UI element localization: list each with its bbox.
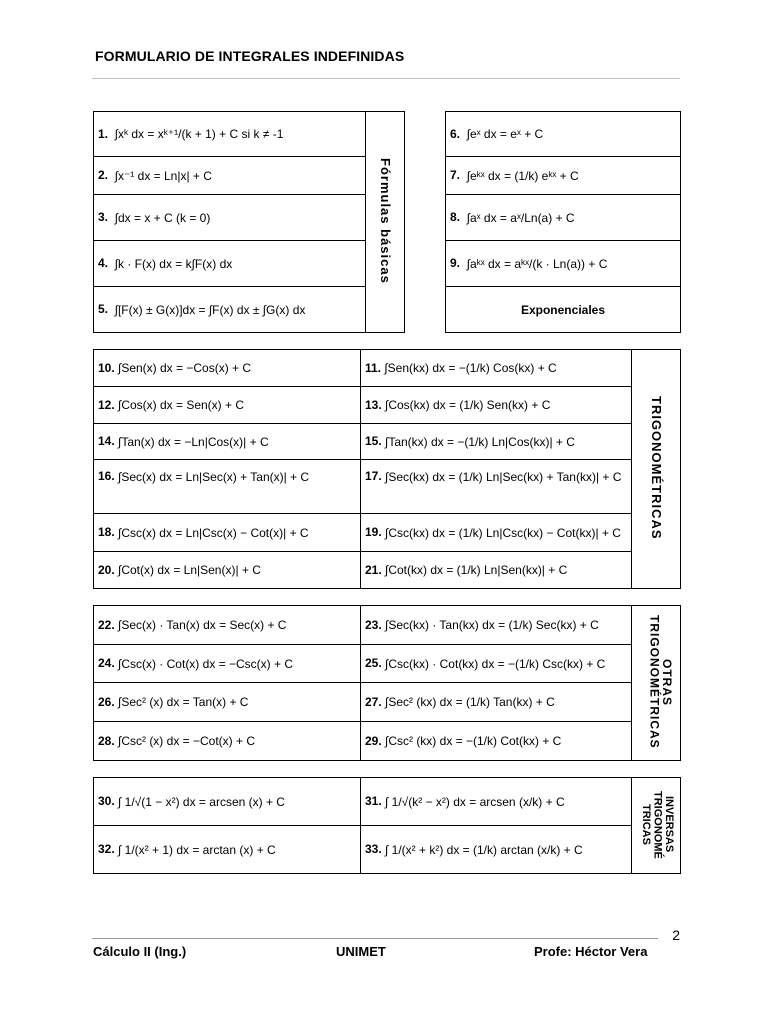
formula-cell: 25. ∫Csc(kx) · Cot(kx) dx = −(1/k) Csc(kx) + C bbox=[361, 645, 632, 683]
formula-row: 7. ∫eᵏˣ dx = (1/k) eᵏˣ + C bbox=[446, 157, 681, 195]
formula-cell: 21. ∫Cot(kx) dx = (1/k) Ln|Sen(kx)| + C bbox=[361, 552, 632, 589]
formula-cell: 23. ∫Sec(kx) · Tan(kx) dx = (1/k) Sec(kx) + C bbox=[361, 606, 632, 645]
formula-cell: 30. ∫ 1/√(1 − x²) dx = arcsen (x) + C bbox=[94, 778, 361, 826]
inverse-trig-section-label: INVERSAS TRIGONOMÉ TRICAS bbox=[632, 778, 681, 874]
other-trig-table bbox=[93, 605, 681, 761]
footer-divider bbox=[92, 938, 658, 939]
formula-cell: 31. ∫ 1/√(k² − x²) dx = arcsen (x/k) + C bbox=[361, 778, 632, 826]
formula-row: 9. ∫aᵏˣ dx = aᵏˣ/(k · Ln(a)) + C bbox=[446, 241, 681, 287]
formula-row: 4. ∫k · F(x) dx = k∫F(x) dx bbox=[94, 241, 366, 287]
formula-cell: 32. ∫ 1/(x² + 1) dx = arctan (x) + C bbox=[94, 826, 361, 874]
footer-professor: Profe: Héctor Vera bbox=[534, 944, 648, 959]
formula-cell: 15. ∫Tan(kx) dx = −(1/k) Ln|Cos(kx)| + C bbox=[361, 424, 632, 460]
formula-cell: 18. ∫Csc(x) dx = Ln|Csc(x) − Cot(x)| + C bbox=[94, 514, 361, 552]
trig-table bbox=[93, 349, 681, 589]
trig-section-label: TRIGONOMÉTRICAS bbox=[632, 350, 681, 589]
formula-row: 3. ∫dx = x + C (k = 0) bbox=[94, 195, 366, 241]
basic-formulas-table bbox=[93, 111, 405, 333]
formula-row: 1. ∫xᵏ dx = xᵏ⁺¹/(k + 1) + C si k ≠ -1 bbox=[94, 112, 366, 157]
other-trig-section-label: OTRAS TRIGONOMÉTRICAS bbox=[632, 606, 681, 761]
formula-cell: 27. ∫Sec² (kx) dx = (1/k) Tan(kx) + C bbox=[361, 683, 632, 722]
footer-course: Cálculo II (Ing.) bbox=[93, 944, 187, 959]
formula-cell: 10. ∫Sen(x) dx = −Cos(x) + C bbox=[94, 350, 361, 387]
formula-cell: 17. ∫Sec(kx) dx = (1/k) Ln|Sec(kx) + Tan(kx)| + C bbox=[361, 460, 632, 514]
formula-cell: 11. ∫Sen(kx) dx = −(1/k) Cos(kx) + C bbox=[361, 350, 632, 387]
formula-row: 8. ∫aˣ dx = aˣ/Ln(a) + C bbox=[446, 195, 681, 241]
formula-cell: 26. ∫Sec² (x) dx = Tan(x) + C bbox=[94, 683, 361, 722]
formula-cell: 20. ∫Cot(x) dx = Ln|Sen(x)| + C bbox=[94, 552, 361, 589]
basic-section-label: Fórmulas básicas bbox=[366, 112, 405, 333]
page-title: FORMULARIO DE INTEGRALES INDEFINIDAS bbox=[95, 48, 405, 64]
formula-cell: 19. ∫Csc(kx) dx = (1/k) Ln|Csc(kx) − Cot(kx)| + C bbox=[361, 514, 632, 552]
formula-cell: 22. ∫Sec(x) · Tan(x) dx = Sec(x) + C bbox=[94, 606, 361, 645]
formula-cell: 14. ∫Tan(x) dx = −Ln|Cos(x)| + C bbox=[94, 424, 361, 460]
page-number: 2 bbox=[672, 927, 680, 943]
formula-row: 2. ∫x⁻¹ dx = Ln|x| + C bbox=[94, 157, 366, 195]
inverse-trig-table bbox=[93, 777, 681, 874]
formula-cell: 16. ∫Sec(x) dx = Ln|Sec(x) + Tan(x)| + C bbox=[94, 460, 361, 514]
formula-cell: 33. ∫ 1/(x² + k²) dx = (1/k) arctan (x/k) + C bbox=[361, 826, 632, 874]
formula-cell: 28. ∫Csc² (x) dx = −Cot(x) + C bbox=[94, 722, 361, 761]
formula-cell: 12. ∫Cos(x) dx = Sen(x) + C bbox=[94, 387, 361, 424]
formula-cell: 13. ∫Cos(kx) dx = (1/k) Sen(kx) + C bbox=[361, 387, 632, 424]
exponential-section-label: Exponenciales bbox=[446, 287, 681, 333]
footer-university: UNIMET bbox=[336, 944, 386, 959]
header-divider bbox=[92, 78, 680, 79]
exponential-table bbox=[445, 111, 681, 333]
formula-cell: 24. ∫Csc(x) · Cot(x) dx = −Csc(x) + C bbox=[94, 645, 361, 683]
formula-row: 5. ∫[F(x) ± G(x)]dx = ∫F(x) dx ± ∫G(x) dx bbox=[94, 287, 366, 333]
formula-row: 6. ∫eˣ dx = eˣ + C bbox=[446, 112, 681, 157]
formula-cell: 29. ∫Csc² (kx) dx = −(1/k) Cot(kx) + C bbox=[361, 722, 632, 761]
